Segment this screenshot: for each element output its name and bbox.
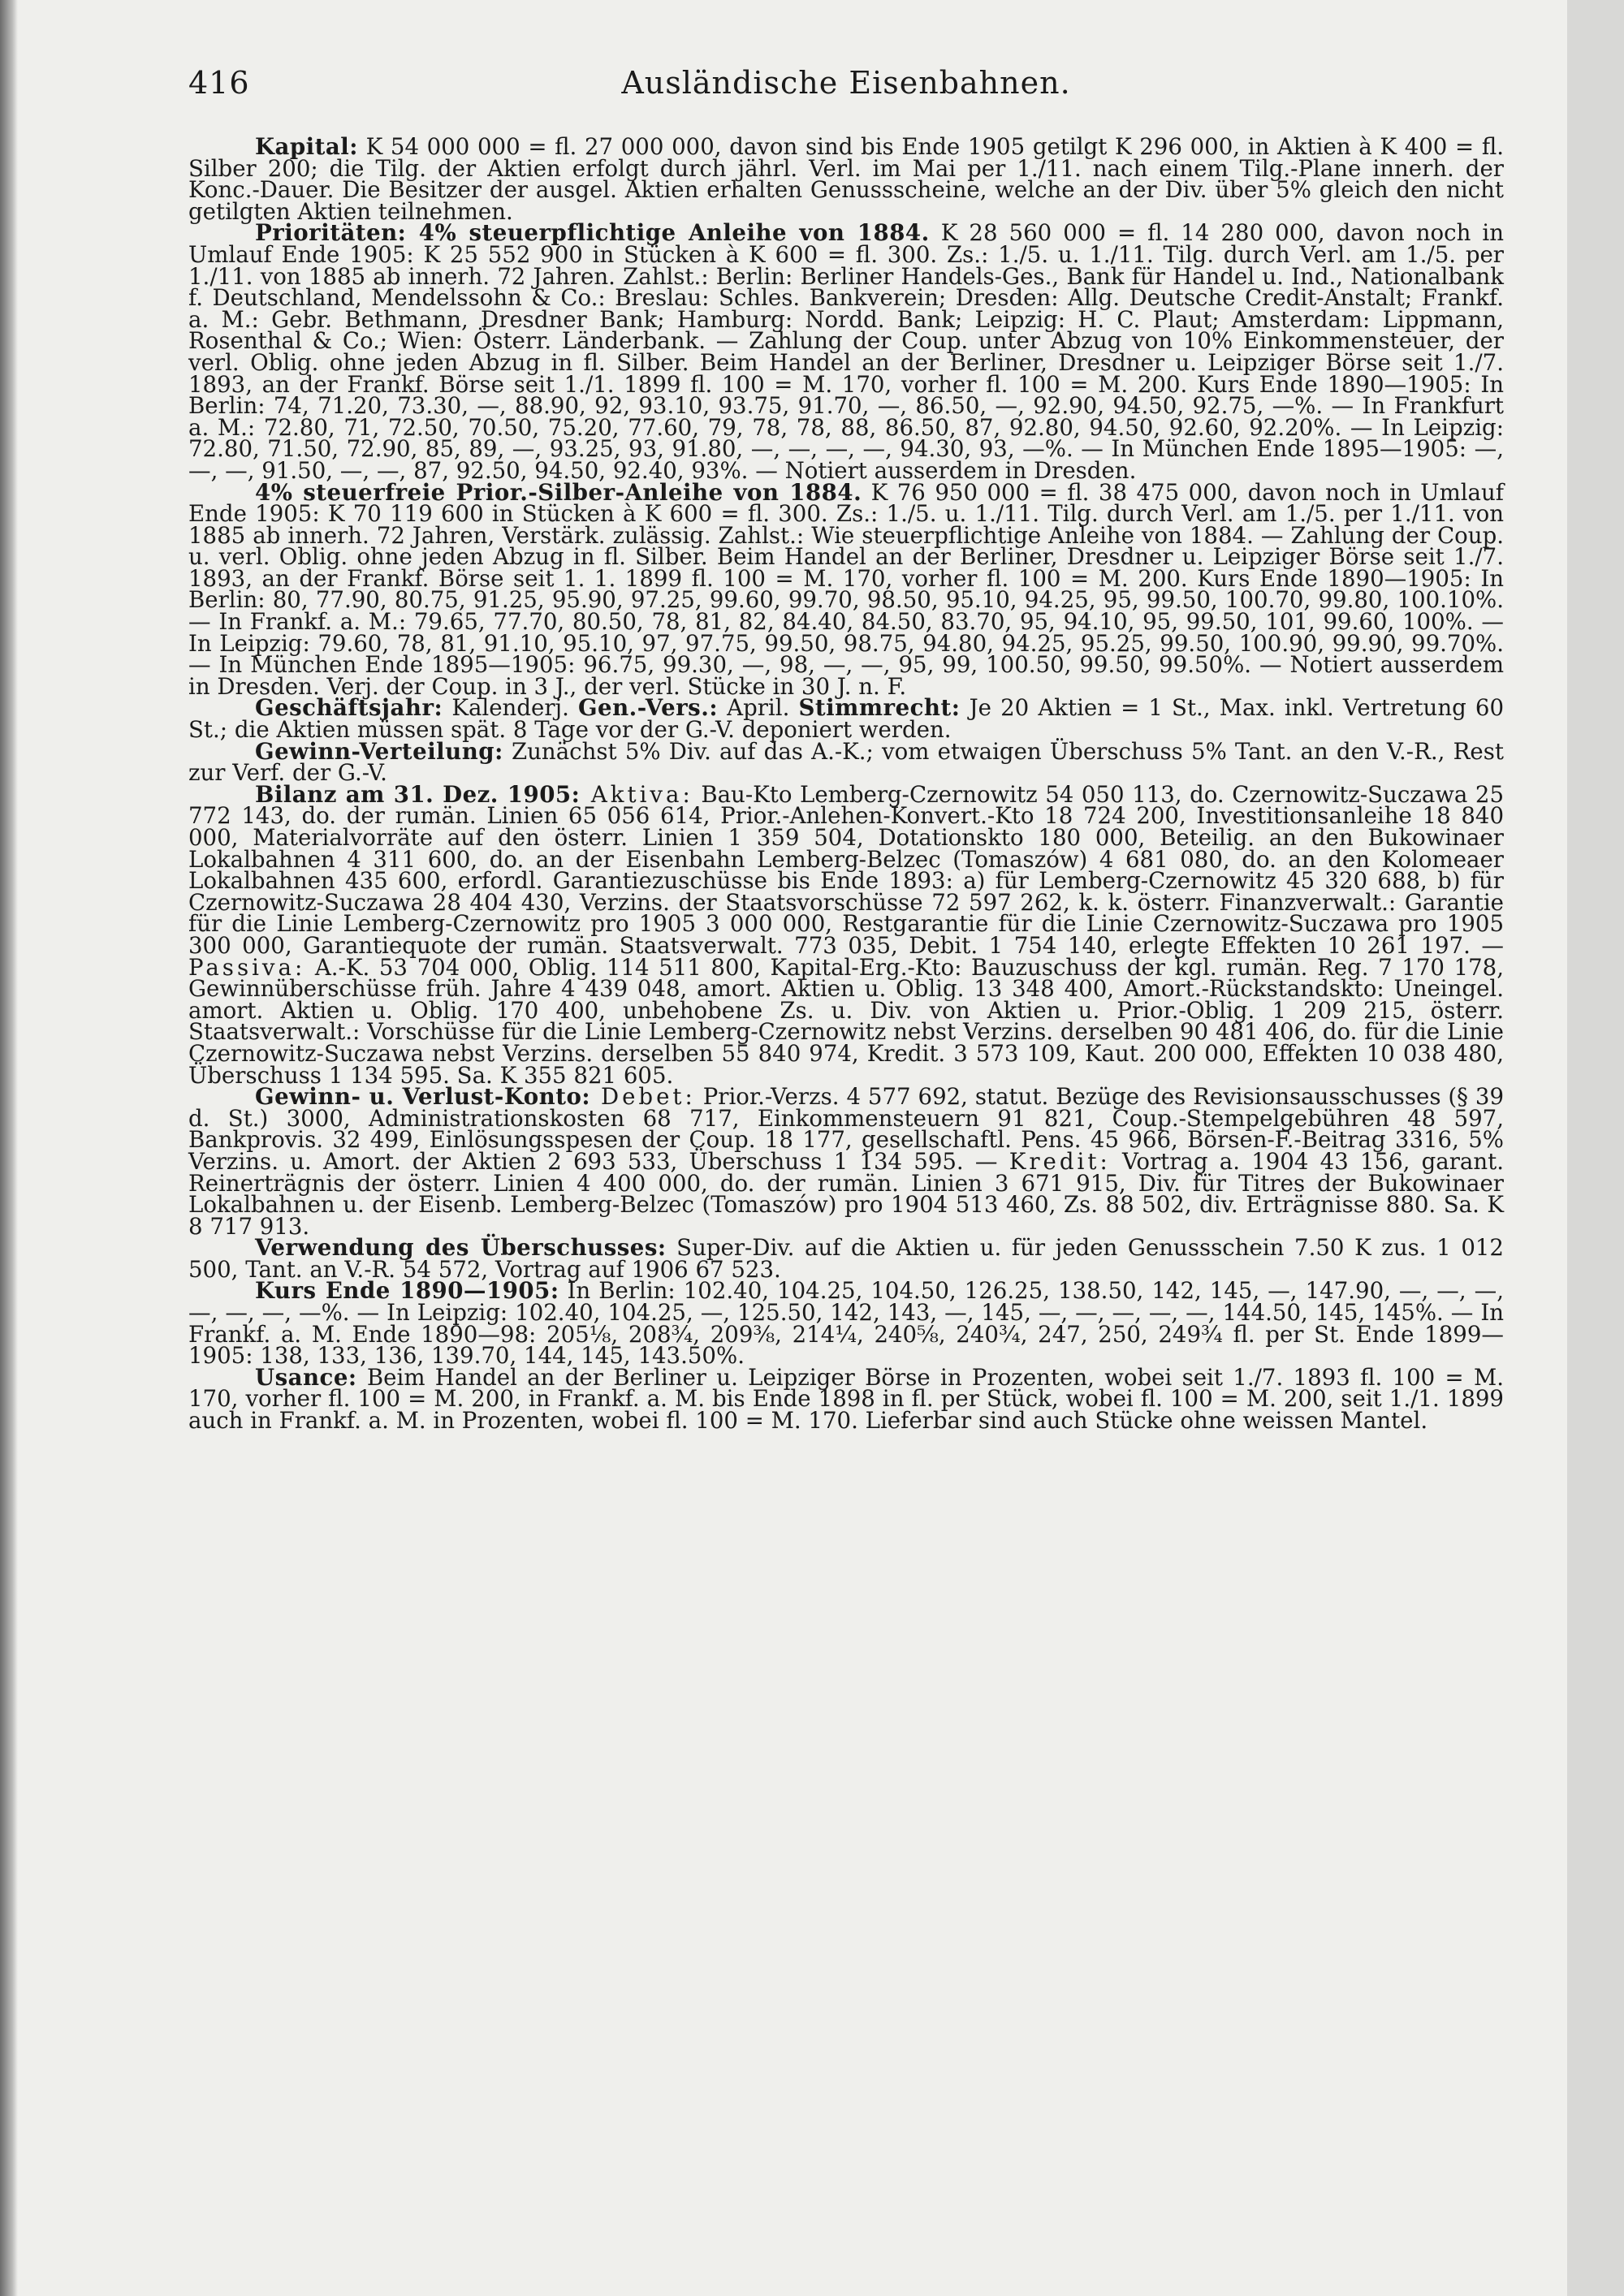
kapital-paragraph — [188, 133, 1504, 225]
gewinn-verteilung-label: Gewinn-Verteilung: — [255, 737, 503, 765]
page-header — [188, 65, 1504, 106]
stimmrecht-label: Stimmrecht: — [798, 694, 961, 722]
verwendung-paragraph — [188, 1234, 1504, 1283]
silber-anleihe-paragraph — [188, 478, 1504, 700]
gewinn-verteilung-paragraph — [188, 737, 1504, 787]
gewinn-verlust-paragraph — [188, 1083, 1505, 1240]
debet-label: Debet: — [590, 1083, 696, 1111]
silber-anleihe-label: 4% steuerfreie Prior.-Silber-Anleihe von 1884. — [255, 478, 862, 506]
kredit-text: Vortrag a. 1904 43 156, garant. Reinerträgnis der österr. Linien 4 400 000, do. der rumän. Linien 3 671 915, Div. für Titres der Bukowinaer Lokalbahnen u. der Eisenb. Lemberg-Belzec (Tomaszów) pro 1904 513 460, Zs. 88 502, div. Erträgnisse 880. Sa. K 8 717 913. — [188, 1147, 1504, 1240]
running-title: Ausländische Eisenbahnen. — [621, 65, 1071, 101]
kurs-text: In Berlin: 102.40, 104.25, 104.50, 126.25, 138.50, 142, 145, —, 147.90, —, —, —, —, —, —, —%. — In Leipzig: 102.40, 104.25, —, 125.50, 142, 143, —, 145, —, —, —, —, —, 144.50, 145, 145%. — In Frankf. a. M. Ende 1890—98: 205⅛, 208¾, 209⅜, 214¼, 240⅝, 240¾, 247, 250, 249¾ fl. per St. Ende 1899—1905: 138, 133, 136, 139.70, 144, 145, 143.50%. — [188, 1277, 1505, 1370]
verwendung-label: Verwendung des Überschusses: — [255, 1234, 667, 1262]
gen-vers-text: April. — [718, 694, 799, 722]
prioritaeten-text: K 28 560 000 = fl. 14 280 000, davon noch in Umlauf Ende 1905: K 25 552 900 in Stücken à K 600 = fl. 300. Zs.: 1./5. u. 1./11. Tilg. durch Verl. am 1./5. per 1./11. von 1885 ab innerh. 72 Jahren. Zahlst.: Berlin: Berliner Handels-Ges., Bank für Handel u. Ind., Nationalbank f. Deutschland, Mendelssohn & Co.: Breslau: Schles. Bankverein; Dresden: Allg. Deutsche Credit-Anstalt; Frankf. a. M.: Gebr. Bethmann, Dresdner Bank; Hamburg: Nordd. Bank; Leipzig: H. C. Plaut; Amsterdam: Lippmann, Rosenthal & Co.; Wien: Österr. Länderbank. — Zahlung der Coup. unter Abzug von 10% Einkommensteuer, der verl. Oblig. ohne jeden Abzug in fl. Silber. Beim Handel an der Berliner, Dresdner u. Leipziger Börse seit 1./7. 1893, an der Frankf. Börse seit 1./1. 1899 fl. 100 = M. 170, vorher fl. 100 = M. 200. Kurs Ende 1890—1905: In Berlin: 74, 71.20, 73.30, —, 88.90, 92, 93.10, 93.75, 91.70, —, 86.50, —, 92.90, 94.50, 92.75, —%. — In Frankfurt a. M.: 72.80, 71, 72.50, 70.50, 75.20, 77.60, 79, 78, 78, 88, 86.50, 87, 92.80, 94.50, 92.60, 92.20%. — In Leipzig: 72.80, 71.50, 72.90, 85, 89, —, 93.25, 93, 91.80, —, —, —, —, 94.30, 93, —%. — In München Ende 1895—1905: —, —, —, 91.50, —, —, 87, 92.50, 94.50, 92.40, 93%. — Notiert ausserdem in Dresden. — [188, 219, 1504, 484]
usance-label: Usance: — [255, 1363, 357, 1391]
kurs-label: Kurs Ende 1890—1905: — [255, 1277, 559, 1305]
usance-paragraph — [188, 1363, 1504, 1435]
passiva-text: A.-K. 53 704 000, Oblig. 114 511 800, Kapital-Erg.-Kto: Bauzuschuss der kgl. rumän. Reg. 7 170 178, Gewinnüberschüsse früh. Jahre 4 439 048, amort. Aktien u. Oblig. 13 348 400, Amort.-Rückstandskto: Uneingel. amort. Aktien u. Oblig. 170 400, unbehobene Zs. u. Div. von Aktien u. Prior.-Oblig. 1 209 215, österr. Staatsverwalt.: Vorschüsse für die Linie Lemberg-Czernowitz nebst Verzins. derselben 90 481 406, do. für die Linie Czernowitz-Suczawa nebst Verzins. derselben 55 840 974, Kredit. 3 573 109, Kaut. 200 000, Effekten 10 038 480, Überschuss 1 134 595. Sa. K 355 821 605. — [188, 953, 1504, 1089]
kurs-paragraph — [188, 1277, 1505, 1370]
kapital-label: Kapital: — [255, 133, 358, 160]
prioritaeten-paragraph — [188, 219, 1504, 484]
kredit-label: Kredit: — [1009, 1147, 1111, 1175]
page-number: 416 — [188, 65, 250, 101]
prioritaeten-label: Prioritäten: 4% steuerpflichtige Anleihe von 1884. — [255, 219, 930, 247]
stimmrecht-text: Je 20 Aktien = 1 St., Max. inkl. Vertretung 60 St.; die Aktien müssen spät. 8 Tage vor der G.-V. deponiert werden. — [188, 694, 1504, 744]
bilanz-paragraph — [188, 780, 1505, 1089]
geschaeftsjahr-label: Geschäftsjahr: — [255, 694, 443, 722]
document-body — [188, 133, 1505, 1435]
gewinn-verteilung-text: Zunächst 5% Div. auf das A.-K.; vom etwaigen Überschuss 5% Tant. an den V.-R., Rest zur Verf. der G.-V. — [188, 737, 1504, 787]
usance-text: Beim Handel an der Berliner u. Leipziger Börse in Prozenten, wobei seit 1./7. 1893 fl. 100 = M. 170, vorher fl. 100 = M. 200, in Frankf. a. M. bis Ende 1898 in fl. per Stück, wobei fl. 100 = M. 200, seit 1./1. 1899 auch in Frankf. a. M. in Prozenten, wobei fl. 100 = M. 170. Lieferbar sind auch Stücke ohne weissen Mantel. — [188, 1363, 1504, 1435]
passiva-label: Passiva: — [188, 953, 306, 981]
geschaeftsjahr-text: Kalenderj. — [443, 694, 578, 722]
debet-text: Prior.-Verzs. 4 577 692, statut. Bezüge des Revisionsausschusses (§ 39 d. St.) 3000, Administrationskosten 68 717, Einkommensteuern 91 821, Coup.-Stempelgebühren 48 597, Bankprovis. 32 499, Einlösungsspesen der Coup. 18 177, gesellschaftl. Pens. 45 966, Börsen-F.-Beitrag 3316, 5% Verzins. u. Amort. der Aktien 2 693 533, Überschuss 1 134 595. — — [188, 1083, 1505, 1175]
gen-vers-label: Gen.-Vers.: — [577, 694, 719, 722]
aktiva-label: Aktiva: — [580, 780, 693, 808]
kapital-text: K 54 000 000 = fl. 27 000 000, davon sind bis Ende 1905 getilgt K 296 000, in Aktien à K 400 = fl. Silber 200; die Tilg. der Aktien erfolgt durch jährl. Verl. im Mai per 1./11. nach einem Tilg.-Plane innerh. der Konc.-Dauer. Die Besitzer der ausgel. Aktien erhalten Genussscheine, welche an der Div. über 5% gleich den nicht getilgten Aktien teilnehmen. — [188, 133, 1504, 225]
gewinn-verlust-label: Gewinn- u. Verlust-Konto: — [255, 1083, 591, 1111]
aktiva-text: Bau-Kto Lemberg-Czernowitz 54 050 113, do. Czernowitz-Suczawa 25 772 143, do. der rumän. Linien 65 056 614, Prior.-Anlehen-Konvert.-Kto 18 724 200, Investitionsanleihe 18 840 000, Materialvorräte auf den österr. Linien 1 359 504, Dotationskto 180 000, Beteilig. an den Bukowinaer Lokalbahnen 4 311 600, do. an der Eisenbahn Lemberg-Belzec (Tomaszów) 4 681 080, do. an den Kolomeaer Lokalbahnen 435 600, erfordl. Garantiezuschüsse bis Ende 1893: a) für Lemberg-Czernowitz 45 320 688, b) für Czernowitz-Suczawa 28 404 430, Verzins. der Staatsvorschüsse 72 597 262, k. k. österr. Finanzverwalt.: Garantie für die Linie Lemberg-Czernowitz pro 1905 3 000 000, Restgarantie für die Linie Czernowitz-Suczawa pro 1905 300 000, Garantiequote der rumän. Staatsverwalt. 773 035, Debit. 1 754 140, erlegte Effekten 10 261 197. — — [188, 780, 1505, 959]
geschaeftsjahr-paragraph — [188, 694, 1504, 744]
page-gutter-shadow — [0, 0, 18, 2296]
silber-anleihe-text: K 76 950 000 = fl. 38 475 000, davon noch in Umlauf Ende 1905: K 70 119 600 in Stücken à K 600 = fl. 300. Zs.: 1./5. u. 1./11. Tilg. durch Verl. am 1./5. per 1./11. von 1885 ab innerh. 72 Jahren, Verstärk. zulässig. Zahlst.: Wie steuerpflichtige Anleihe von 1884. — Zahlung der Coup. u. verl. Oblig. ohne jeden Abzug in fl. Silber. Beim Handel an der Berliner, Dresdner u. Leipziger Börse seit 1./7. 1893, an der Frankf. Börse seit 1. 1. 1899 fl. 100 = M. 170, vorher fl. 100 = M. 200. Kurs Ende 1890—1905: In Berlin: 80, 77.90, 80.75, 91.25, 95.90, 97.25, 99.60, 99.70, 98.50, 95.10, 94.25, 95, 99.50, 100.70, 99.80, 100.10%. — In Frankf. a. M.: 79.65, 77.70, 80.50, 78, 81, 82, 84.40, 84.50, 83.70, 95, 94.10, 95, 99.50, 101, 99.60, 100%. — In Leipzig: 79.60, 78, 81, 91.10, 95.10, 97, 97.75, 99.50, 98.75, 94.80, 94.25, 95.25, 99.50, 100.90, 99.90, 99.70%. — In München Ende 1895—1905: 96.75, 99.30, —, 98, —, —, 95, 99, 100.50, 99.50, 99.50%. — Notiert ausserdem in Dresden. Verj. der Coup. in 3 J., der verl. Stücke in 30 J. n. F. — [188, 478, 1504, 700]
bilanz-label: Bilanz am 31. Dez. 1905: — [255, 780, 581, 808]
verwendung-text: Super-Div. auf die Aktien u. für jeden Genussschein 7.50 K zus. 1 012 500, Tant. an V.-R. 54 572, Vortrag auf 1906 67 523. — [188, 1234, 1504, 1283]
